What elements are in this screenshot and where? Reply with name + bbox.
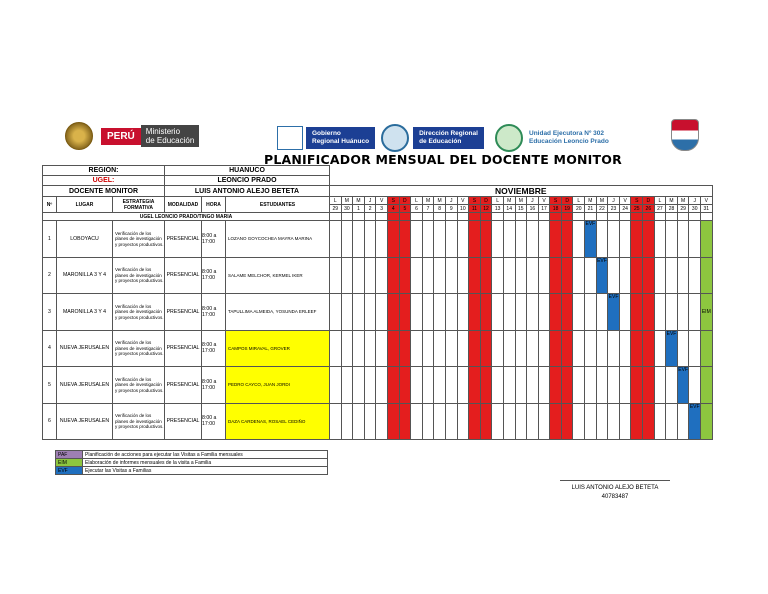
table-row bbox=[43, 330, 713, 367]
col-lugar: LUGAR bbox=[57, 197, 113, 213]
table-row bbox=[43, 257, 713, 294]
day-number: 19 bbox=[561, 205, 573, 213]
row-modalidad: PRESENCIAL bbox=[165, 403, 202, 440]
day-number: 14 bbox=[503, 205, 515, 213]
day-letter: M bbox=[585, 197, 597, 205]
docente-label: DOCENTE MONITOR bbox=[43, 186, 165, 197]
day-number: 18 bbox=[550, 205, 562, 213]
col-num: Nº bbox=[43, 197, 57, 213]
month-label: NOVIEMBRE bbox=[330, 186, 713, 197]
day-letter: J bbox=[445, 197, 457, 205]
row-num: 1 bbox=[43, 221, 57, 258]
planner-table bbox=[42, 165, 713, 440]
day-letter: M bbox=[677, 197, 689, 205]
day-letter: L bbox=[330, 197, 342, 205]
col-estrategia: ESTRATEGIA FORMATIVA bbox=[113, 197, 165, 213]
legend-item bbox=[56, 459, 328, 467]
header-logos-mid bbox=[277, 124, 484, 152]
row-estrategia: Verificación de los planes de investigación y proyectos productivos. bbox=[113, 367, 165, 404]
day-letter: J bbox=[527, 197, 539, 205]
row-num: 5 bbox=[43, 367, 57, 404]
day-number: 3 bbox=[376, 205, 388, 213]
day-number: 27 bbox=[654, 205, 666, 213]
day-letter: D bbox=[480, 197, 492, 205]
evf-cell: EVF bbox=[689, 403, 701, 440]
day-letter: M bbox=[596, 197, 608, 205]
peru-logo: PERÚ bbox=[101, 128, 141, 145]
day-number: 21 bbox=[585, 205, 597, 213]
day-letter: L bbox=[654, 197, 666, 205]
day-number: 24 bbox=[619, 205, 631, 213]
row-hora: 8:00 a 17:00 bbox=[202, 367, 226, 404]
day-number: 16 bbox=[527, 205, 539, 213]
day-number: 11 bbox=[469, 205, 481, 213]
day-number: 22 bbox=[596, 205, 608, 213]
minedu-logo: Ministerio de Educación bbox=[141, 125, 199, 147]
table-row bbox=[43, 221, 713, 258]
row-num: 6 bbox=[43, 403, 57, 440]
table-row bbox=[43, 294, 713, 331]
row-lugar: MARONILLA 3 Y 4 bbox=[57, 257, 113, 294]
table-row bbox=[43, 367, 713, 404]
row-estudiante: LOZANO GOYCOCHEA MAYRA MARINA bbox=[226, 221, 330, 258]
day-number: 2 bbox=[364, 205, 376, 213]
row-estrategia: Verificación de los planes de investigación y proyectos productivos. bbox=[113, 257, 165, 294]
region-label: REGIÓN: bbox=[43, 166, 165, 176]
row-lugar: MARONILLA 3 Y 4 bbox=[57, 294, 113, 331]
header-logos-right bbox=[495, 124, 609, 152]
row-modalidad: PRESENCIAL bbox=[165, 294, 202, 331]
legend-text: Planificación de acciones para ejecutar las Visitas a Familia mensuales bbox=[83, 451, 328, 459]
day-number: 29 bbox=[330, 205, 342, 213]
day-number: 20 bbox=[573, 205, 585, 213]
row-estudiante: TAPULLIMA ALMEIDA, YOSUNDA ERLEEF bbox=[226, 294, 330, 331]
ugel-label: UGEL: bbox=[43, 176, 165, 186]
day-number: 26 bbox=[643, 205, 655, 213]
row-modalidad: PRESENCIAL bbox=[165, 221, 202, 258]
day-number: 13 bbox=[492, 205, 504, 213]
header-logos-left bbox=[65, 122, 199, 150]
row-num: 3 bbox=[43, 294, 57, 331]
day-number: 6 bbox=[411, 205, 423, 213]
day-letter: V bbox=[376, 197, 388, 205]
row-modalidad: PRESENCIAL bbox=[165, 367, 202, 404]
day-number: 9 bbox=[445, 205, 457, 213]
gobierno-emblem-icon bbox=[277, 126, 303, 150]
page-title: PLANIFICADOR MENSUAL DEL DOCENTE MONITOR bbox=[264, 152, 622, 167]
row-estudiante: SALAME MELCHOR, KERMEL IKER bbox=[226, 257, 330, 294]
row-estudiante: PEDRO CAYCO, JUAN JORDI bbox=[226, 367, 330, 404]
day-number: 25 bbox=[631, 205, 643, 213]
row-estrategia: Verificación de los planes de investigación y proyectos productivos. bbox=[113, 294, 165, 331]
day-letter: V bbox=[701, 197, 713, 205]
row-modalidad: PRESENCIAL bbox=[165, 257, 202, 294]
evf-cell: EVF bbox=[666, 330, 678, 367]
row-lugar: NUEVA JERUSALEN bbox=[57, 367, 113, 404]
day-number: 7 bbox=[422, 205, 434, 213]
ugel-value: LEONCIO PRADO bbox=[165, 176, 330, 186]
signature-block bbox=[545, 484, 685, 502]
eim-cell: EIM bbox=[701, 294, 713, 331]
day-number: 12 bbox=[480, 205, 492, 213]
docente-value: LUIS ANTONIO ALEJO BETETA bbox=[165, 186, 330, 197]
day-letter: D bbox=[399, 197, 411, 205]
day-letter: M bbox=[666, 197, 678, 205]
row-lugar: NUEVA JERUSALEN bbox=[57, 330, 113, 367]
day-letter: M bbox=[434, 197, 446, 205]
legend-text: Elaboración de informes mensuales de la visita a Familia bbox=[83, 459, 328, 467]
day-number: 31 bbox=[701, 205, 713, 213]
day-number: 4 bbox=[387, 205, 399, 213]
evf-cell: EVF bbox=[585, 221, 597, 258]
row-estrategia: Verificación de los planes de investigación y proyectos productivos. bbox=[113, 330, 165, 367]
day-letter: M bbox=[515, 197, 527, 205]
table-row bbox=[43, 403, 713, 440]
row-hora: 8:00 a 17:00 bbox=[202, 403, 226, 440]
legend-text: Ejecutar las Visitas a Familias bbox=[83, 467, 328, 475]
day-number: 30 bbox=[341, 205, 353, 213]
legend-code: EVF bbox=[56, 467, 83, 475]
day-letter: S bbox=[387, 197, 399, 205]
legend-code: EIM bbox=[56, 459, 83, 467]
day-letter: L bbox=[573, 197, 585, 205]
day-letter: V bbox=[457, 197, 469, 205]
ue-emblem-icon bbox=[495, 124, 523, 152]
region-value: HUANUCO bbox=[165, 166, 330, 176]
day-letter: M bbox=[353, 197, 365, 205]
day-letter: D bbox=[561, 197, 573, 205]
day-number: 5 bbox=[399, 205, 411, 213]
day-number: 30 bbox=[689, 205, 701, 213]
col-modalidad: MODALIDAD bbox=[165, 197, 202, 213]
day-number: 10 bbox=[457, 205, 469, 213]
day-letter: J bbox=[689, 197, 701, 205]
school-shield-icon bbox=[671, 119, 699, 151]
signature-name: LUIS ANTONIO ALEJO BETETA bbox=[571, 485, 659, 491]
row-modalidad: PRESENCIAL bbox=[165, 330, 202, 367]
day-letter: J bbox=[608, 197, 620, 205]
evf-cell: EVF bbox=[608, 294, 620, 331]
legend-table bbox=[55, 450, 328, 475]
row-num: 4 bbox=[43, 330, 57, 367]
row-hora: 8:00 a 17:00 bbox=[202, 294, 226, 331]
day-letter: V bbox=[538, 197, 550, 205]
legend-code: PAF bbox=[56, 451, 83, 459]
row-lugar: NUEVA JERUSALEN bbox=[57, 403, 113, 440]
ugel-section-row: UGEL LEONCIO PRADO/TINGO MARIA bbox=[43, 213, 330, 221]
signature-line bbox=[560, 480, 670, 481]
day-number: 23 bbox=[608, 205, 620, 213]
day-letter: V bbox=[619, 197, 631, 205]
row-estudiante: CAMPOS MIRAVAL, GROVER bbox=[226, 330, 330, 367]
dre-logo: Dirección Regional de Educación bbox=[413, 127, 484, 149]
day-number: 15 bbox=[515, 205, 527, 213]
dre-emblem-icon bbox=[381, 124, 409, 152]
row-hora: 8:00 a 17:00 bbox=[202, 330, 226, 367]
row-estrategia: Verificación de los planes de investigación y proyectos productivos. bbox=[113, 221, 165, 258]
day-letter: J bbox=[364, 197, 376, 205]
day-letter: M bbox=[422, 197, 434, 205]
row-hora: 8:00 a 17:00 bbox=[202, 221, 226, 258]
day-letter: D bbox=[643, 197, 655, 205]
day-letter: L bbox=[492, 197, 504, 205]
day-number: 17 bbox=[538, 205, 550, 213]
ue-logo: Unidad Ejecutora Nº 302 Educación Leoncio Prado bbox=[529, 130, 609, 145]
peru-seal-icon bbox=[65, 122, 93, 150]
evf-cell: EVF bbox=[677, 367, 689, 404]
day-letter: M bbox=[503, 197, 515, 205]
row-estrategia: Verificación de los planes de investigación y proyectos productivos. bbox=[113, 403, 165, 440]
legend-item bbox=[56, 451, 328, 459]
day-letter: S bbox=[469, 197, 481, 205]
day-letter: S bbox=[550, 197, 562, 205]
evf-cell: EVF bbox=[596, 257, 608, 294]
row-num: 2 bbox=[43, 257, 57, 294]
row-estudiante: DAZA CARDENAS, ROSAEL CEDIÑO bbox=[226, 403, 330, 440]
day-letter: L bbox=[411, 197, 423, 205]
signature-id: 40783487 bbox=[601, 494, 629, 500]
gobierno-logo: Gobierno Regional Huánuco bbox=[306, 127, 375, 149]
row-hora: 8:00 a 17:00 bbox=[202, 257, 226, 294]
col-hora: HORA bbox=[202, 197, 226, 213]
legend-item bbox=[56, 467, 328, 475]
day-number: 8 bbox=[434, 205, 446, 213]
day-number: 1 bbox=[353, 205, 365, 213]
day-letter: M bbox=[341, 197, 353, 205]
day-number: 28 bbox=[666, 205, 678, 213]
day-letter: S bbox=[631, 197, 643, 205]
day-number: 29 bbox=[677, 205, 689, 213]
row-lugar: LOBOYACU bbox=[57, 221, 113, 258]
col-estudiantes: ESTUDIANTES bbox=[226, 197, 330, 213]
